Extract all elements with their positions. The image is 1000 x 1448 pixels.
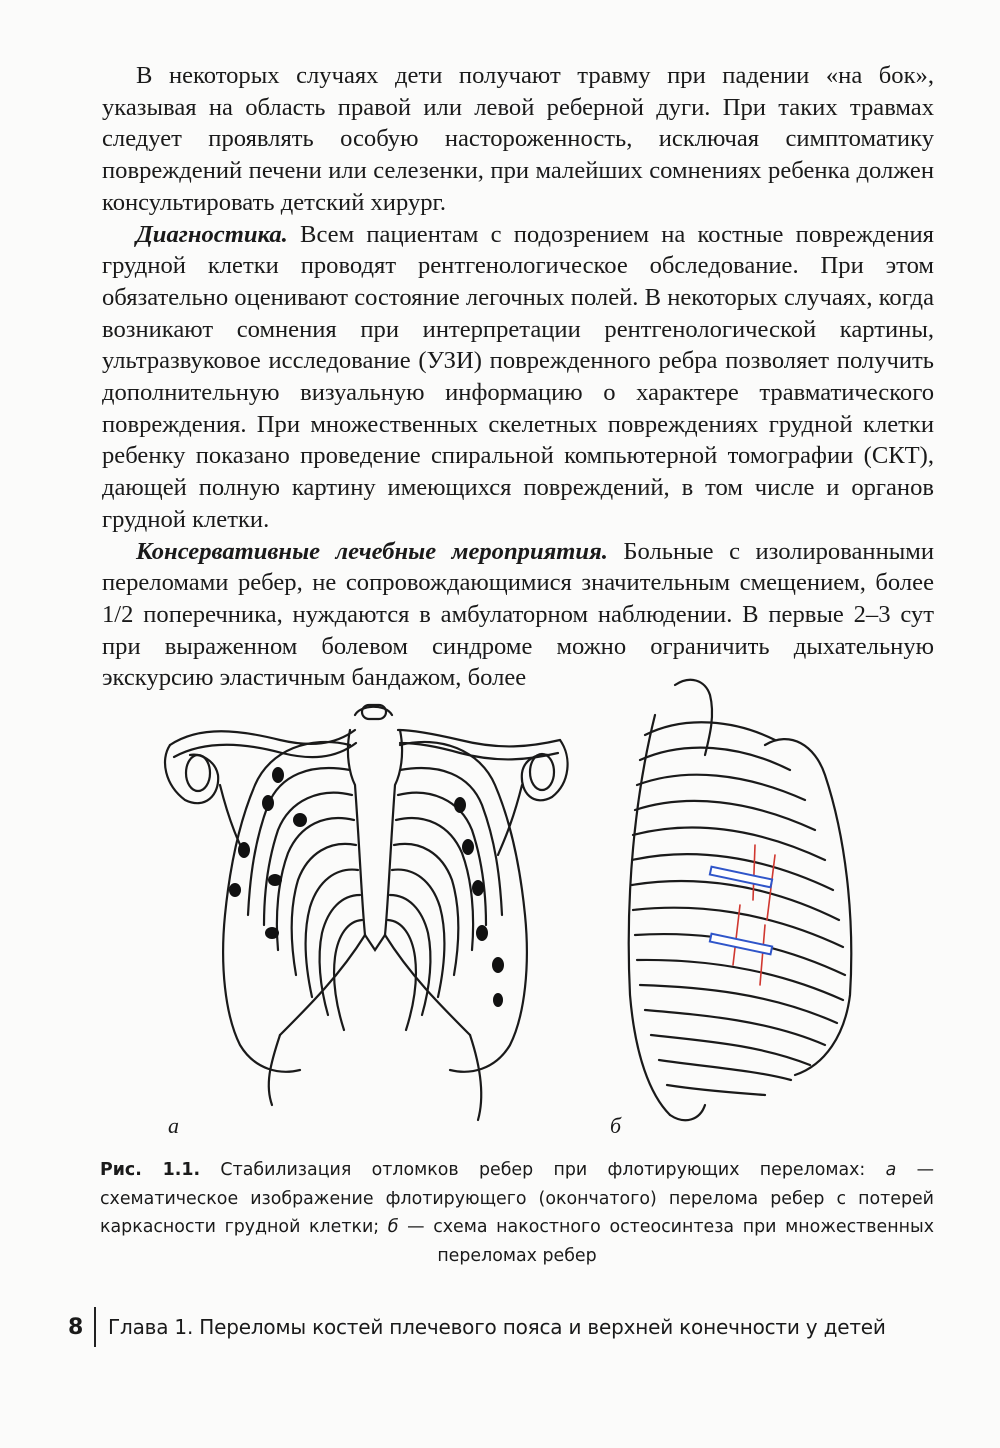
body-text (102, 60, 934, 694)
ribcage-front-illustration (160, 675, 880, 1145)
figure-label-b: б (610, 1113, 622, 1138)
paragraph-1: В некоторых случаях дети получают травму при падении «на бок», указывая на область правой или левой реберной дуги. При таких травмах следует проявлять особую настороженность, исключая симптоматику повреждений печени или селезенки, при малейших сомнениях ребенка должен консультировать детский хирург. (102, 62, 934, 216)
figure-1-1 (160, 675, 880, 1145)
page-footer (68, 1305, 886, 1349)
figure-label-a: а (168, 1113, 179, 1138)
figure-caption: Рис. 1.1. Стабилизация отломков ребер при флотирующих переломах: а — схематическое изображение флотирующего (окончатого) перелома ребер с потерей каркасности грудной клетки; б — схема накостного остеосинтеза при множественных переломах ребер (100, 1160, 934, 1266)
chapter-title: Глава 1. Переломы костей плечевого пояса и верхней конечности у детей (108, 1315, 886, 1339)
paragraph-diagnostics: Диагностика. Всем пациентам с подозрением на костные повреждения грудной клетки проводят рентгенологическое обследование. При этом обязательно оценивают состояние легочных полей. В некоторых случаях, когда возникают сомнения при интерпретации рентгенологической картины, ультразвуковое исследование (УЗИ) поврежденного ребра позволяет получить дополнительную визуальную информацию о характере травматического повреждения. При множественных скелетных повреждениях грудной клетки ребенку показано проведение спиральной компьютерной томографии (СКТ), дающей полную картину имеющихся повреждений, в том числе и органов грудной клетки. (102, 220, 934, 533)
page-number: 8 (68, 1314, 84, 1340)
diagnostics-heading: Диагностика. (136, 220, 288, 248)
conservative-heading: Консервативные лечебные мероприятия. (136, 537, 608, 565)
caption-number: Рис. 1.1. (100, 1160, 201, 1180)
footer-divider (94, 1307, 96, 1347)
paragraph-conservative: Консервативные лечебные мероприятия. Больные с изолированными переломами ребер, не сопровождающимися значительным смещением, более 1/2 поперечника, нуждаются в амбулаторном наблюдении. В первые 2–3 сут при выраженном болевом синдроме можно ограничить дыхательную экскурсию эластичным бандажом, более (102, 537, 934, 692)
